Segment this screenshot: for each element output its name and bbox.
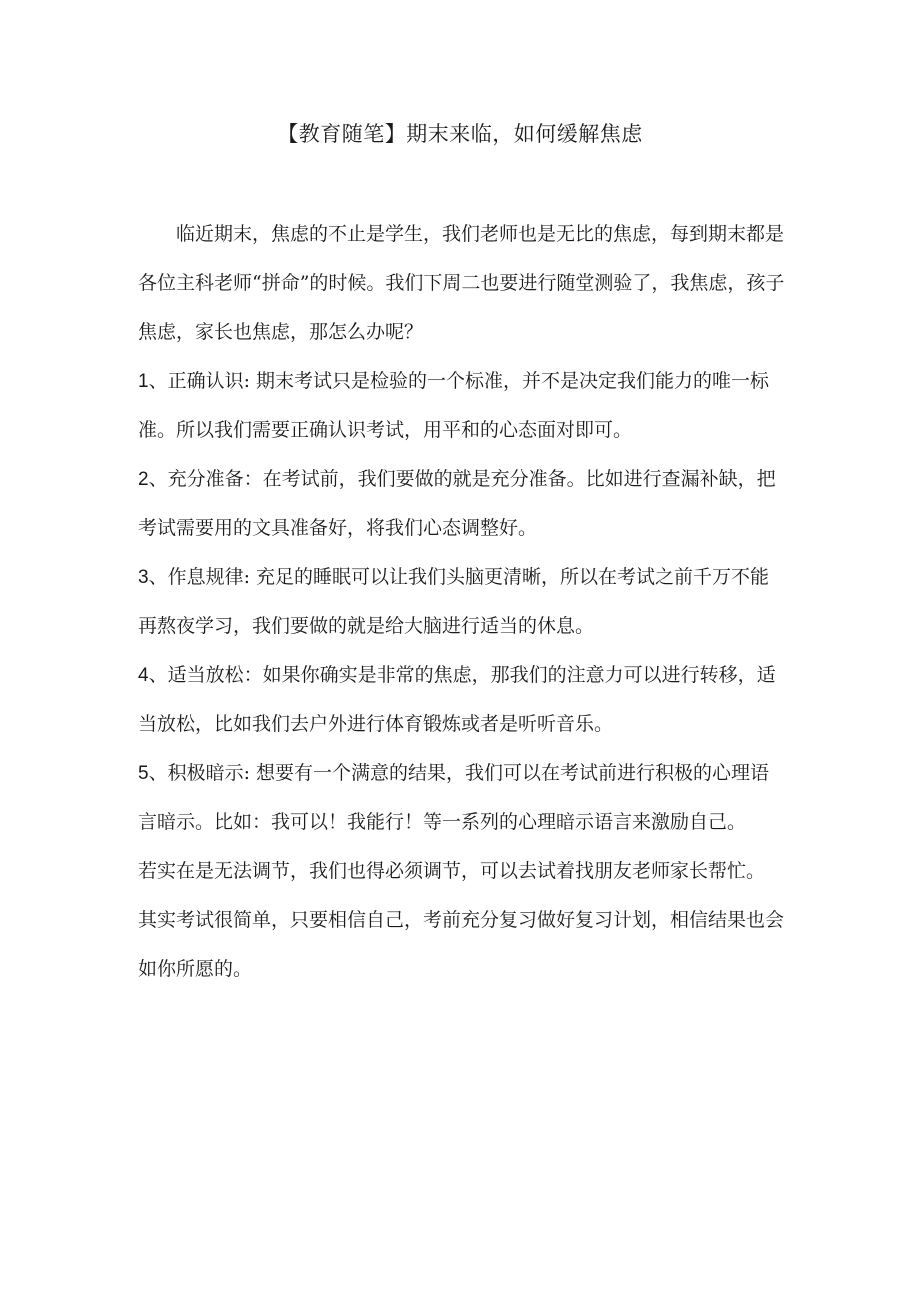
item-text: 、充分准备：在考试前，我们要做的就是充分准备。比如进行查漏补缺，把考试需要用的文具准备好，将我们心态调整好。 [138, 468, 776, 539]
list-item-1 [138, 357, 788, 455]
item-number: 2 [138, 469, 149, 490]
intro-paragraph: 临近期末，焦虑的不止是学生，我们老师也是无比的焦虑，每到期末都是各位主科老师“拼命”的时候。我们下周二也要进行随堂测验了，我焦虑，孩子焦虑，家长也焦虑，那怎么办呢？ [138, 223, 785, 343]
item-number: 4 [138, 665, 149, 686]
item-number: 5 [138, 763, 149, 784]
document-body [138, 210, 788, 994]
closing-paragraph-1: 若实在是无法调节，我们也得必须调节，可以去试着找朋友老师家长帮忙。 [138, 860, 766, 882]
item-text: 、适当放松：如果你确实是非常的焦虑，那我们的注意力可以进行转移，适当放松，比如我们去户外进行体育锻炼或者是听听音乐。 [138, 664, 776, 735]
item-text: 、作息规律: 充足的睡眠可以让我们头脑更清晰，所以在考试之前千万不能再熬夜学习，我们要做的就是给大脑进行适当的休息。 [138, 566, 770, 637]
item-number: 1 [138, 371, 149, 392]
item-text: 、积极暗示: 想要有一个满意的结果，我们可以在考试前进行积极的心理语言暗示。比如：我可以！我能行！等一系列的心理暗示语言来激励自己。 [138, 762, 770, 833]
list-item-4 [138, 651, 788, 749]
item-number: 3 [138, 567, 149, 588]
list-item-2 [138, 455, 788, 553]
document-title: 【教育随笔】期末来临，如何缓解焦虑 [277, 122, 643, 146]
list-item-3 [138, 553, 788, 651]
item-text: 、正确认识: 期末考试只是检验的一个标准，并不是决定我们能力的唯一标准。所以我们需要正确认识考试，用平和的心态面对即可。 [138, 370, 770, 441]
list-item-5 [138, 749, 788, 847]
closing-paragraph-2: 其实考试很简单，只要相信自己，考前充分复习做好复习计划，相信结果也会如你所愿的。 [138, 909, 785, 980]
